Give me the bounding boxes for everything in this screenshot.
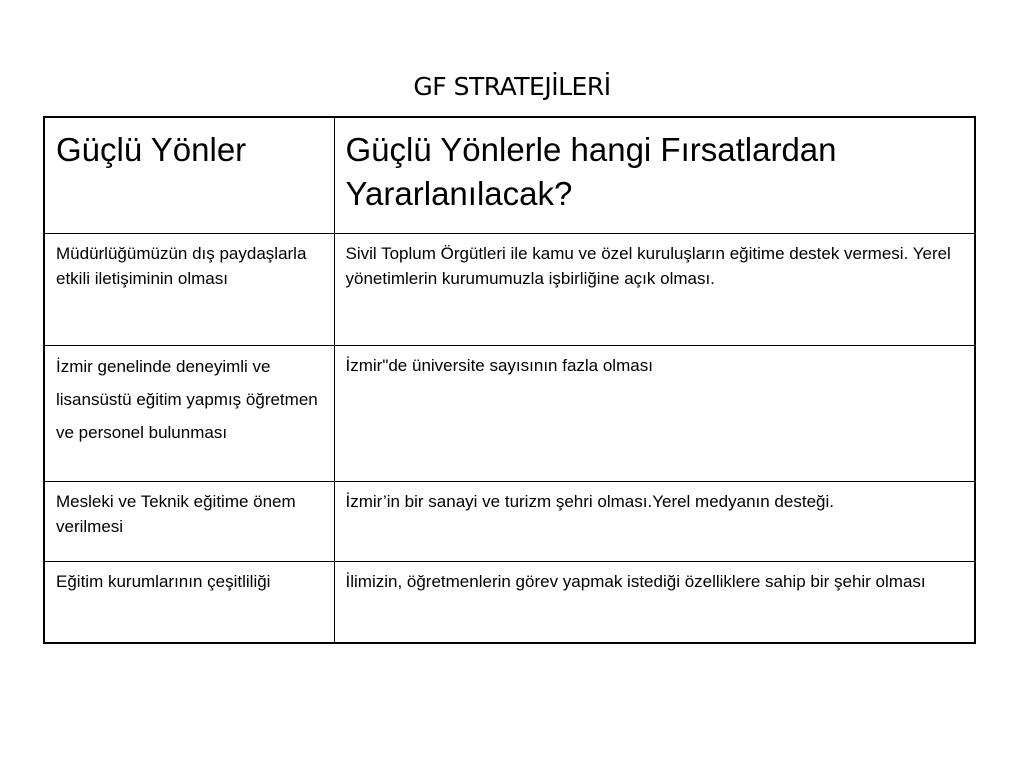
header-strengths: Güçlü Yönler <box>44 117 334 233</box>
table-row <box>44 233 975 345</box>
opportunity-cell: İzmir"de üniversite sayısının fazla olması <box>334 345 975 481</box>
strength-cell: Mesleki ve Teknik eğitime önem verilmesi <box>44 481 334 561</box>
strength-cell: İzmir genelinde deneyimli ve lisansüstü eğitim yapmış öğretmen ve personel bulunması <box>44 345 334 481</box>
table-row <box>44 345 975 481</box>
strength-cell: Müdürlüğümüzün dış paydaşlarla etkili iletişiminin olması <box>44 233 334 345</box>
table-row <box>44 481 975 561</box>
strategy-table <box>43 116 976 644</box>
header-opportunities: Güçlü Yönlerle hangi Fırsatlardan Yararlanılacak? <box>334 117 975 233</box>
table-header-row <box>44 117 975 233</box>
strength-cell: Eğitim kurumlarının çeşitliliği <box>44 561 334 643</box>
opportunity-cell: Sivil Toplum Örgütleri ile kamu ve özel kuruluşların eğitime destek vermesi. Yerel yönetimlerin kurumumuzla işbirliğine açık olması. <box>334 233 975 345</box>
opportunity-cell: İlimizin, öğretmenlerin görev yapmak istediği özelliklere sahip bir şehir olması <box>334 561 975 643</box>
opportunity-cell: İzmir’in bir sanayi ve turizm şehri olması.Yerel medyanın desteği. <box>334 481 975 561</box>
table-row <box>44 561 975 643</box>
slide-title: GF STRATEJİLERİ <box>413 72 611 101</box>
